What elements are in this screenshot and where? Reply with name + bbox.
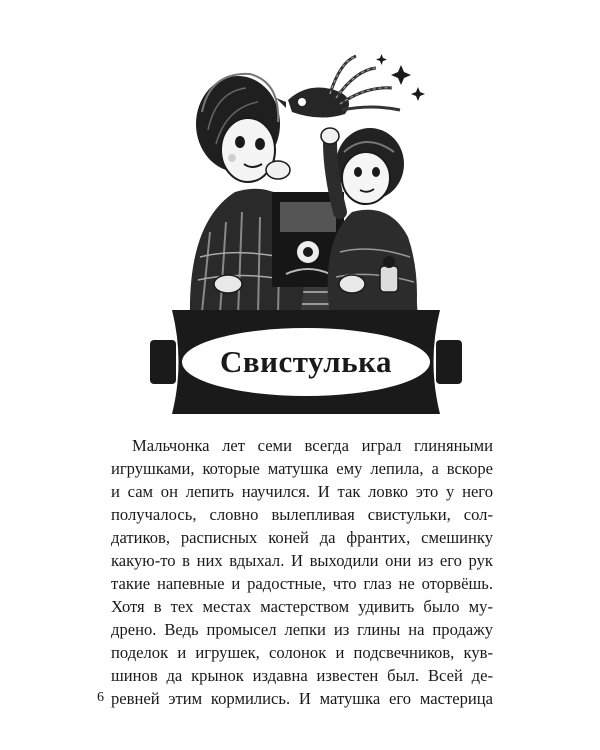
text-line: шинов да крынок издавна известен был. Всей де- xyxy=(111,666,493,685)
text-line: и сам он лепить научился. И так ловко это у него xyxy=(111,482,493,501)
text-line: Мальчонка лет семи всегда играл глиняными xyxy=(132,436,493,455)
text-line: датиков, расписных коней да франтих, смешинку xyxy=(111,528,493,547)
text-line: получалось, словно вылепливая свистульки, сол- xyxy=(111,505,493,524)
text-line: такие напевные и радостные, что глаз не оторвёшь. xyxy=(111,574,493,593)
body-text xyxy=(111,434,493,710)
text-line: поделок и игрушек, солонок и подсвечников, кув- xyxy=(111,643,493,662)
text-line: дрено. Ведь промысел лепки из глины на продажу xyxy=(111,620,493,639)
chapter-illustration xyxy=(180,52,430,317)
text-line: игрушками, которые матушка ему лепила, а вскоре xyxy=(111,459,493,478)
text-line: Хотя в тех местах мастерством удивить было му- xyxy=(111,597,493,616)
page-number: 6 xyxy=(97,690,104,705)
text-line: ревней этим кормились. И матушка его мастерица xyxy=(111,689,493,708)
text-line: какую-то в них вдыхал. И выходили они из его рук xyxy=(111,551,493,570)
chapter-title: Свистулька xyxy=(220,344,392,379)
